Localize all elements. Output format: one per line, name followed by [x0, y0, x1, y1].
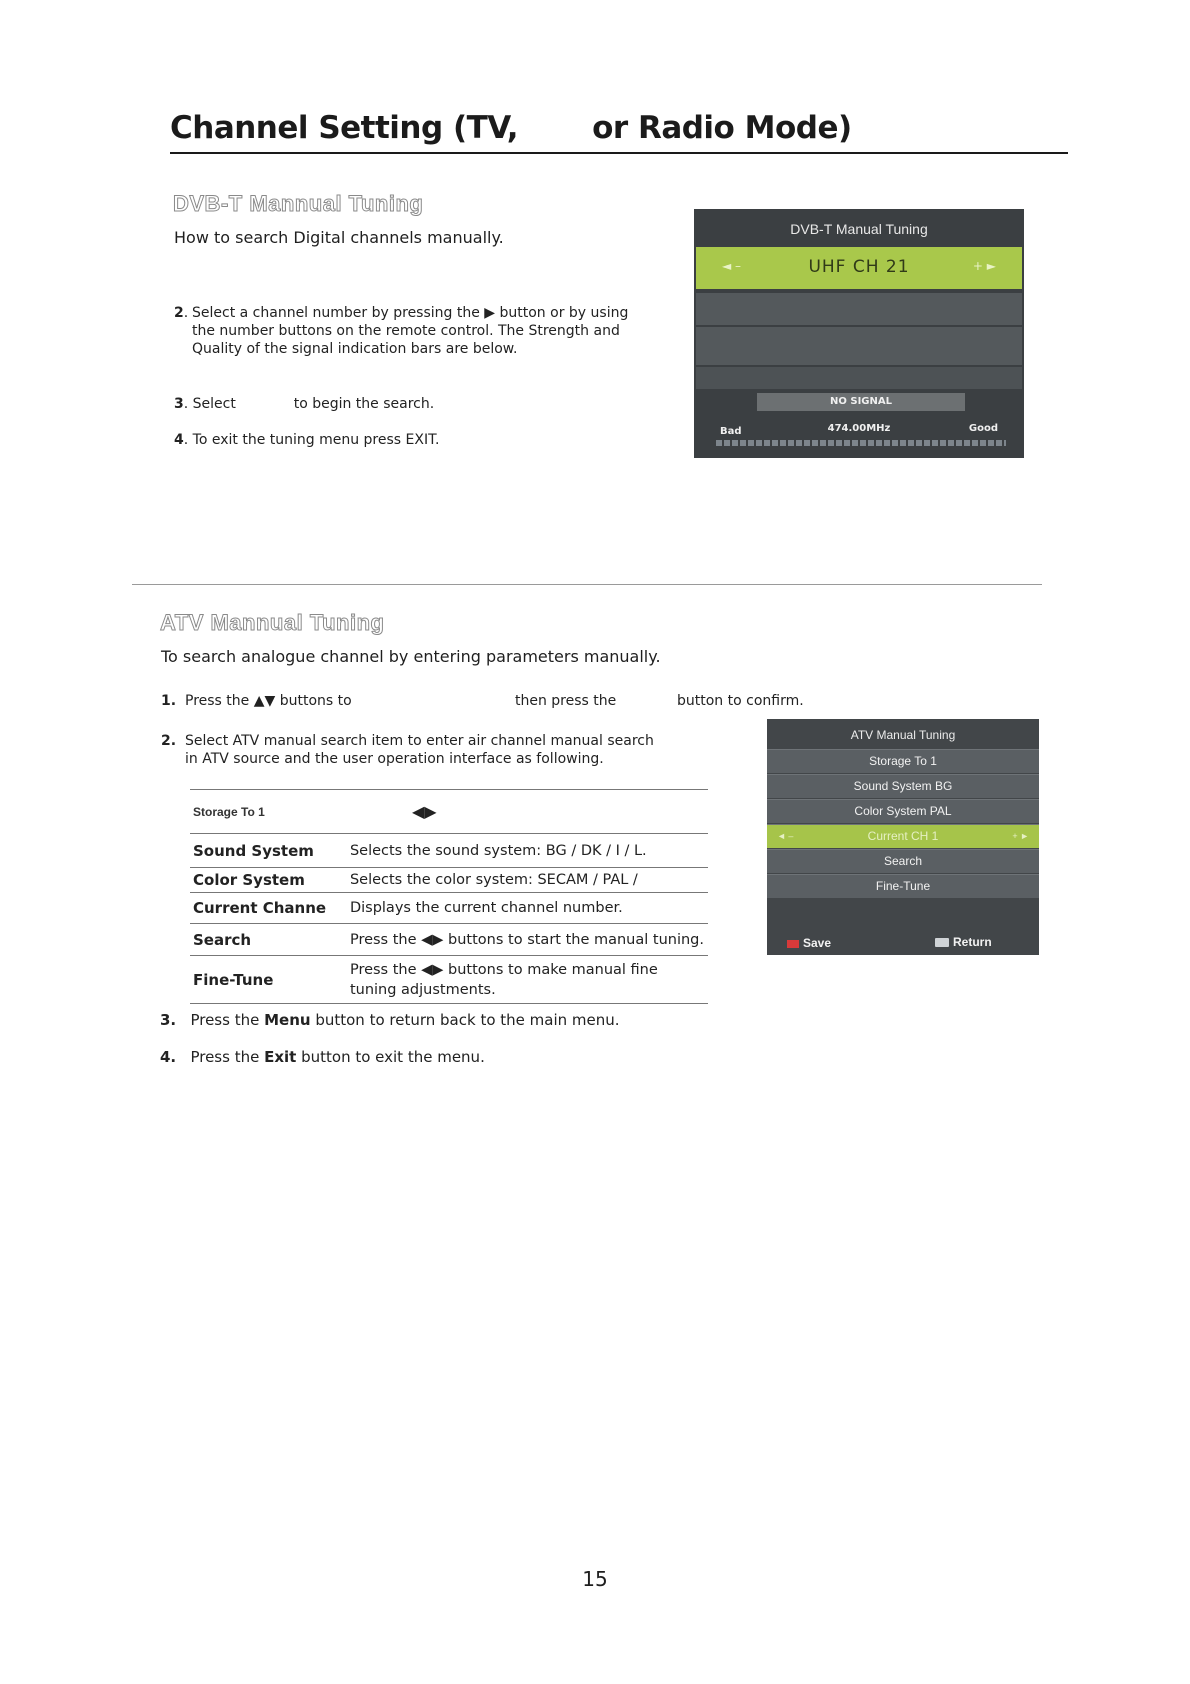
- atv-parameter-table: [190, 789, 708, 1004]
- table-row: [190, 924, 708, 956]
- page-title: [170, 110, 852, 146]
- step-number: 3: [174, 396, 184, 412]
- table-row: [190, 893, 708, 924]
- row-value: Press the ◀▶ buttons to start the manual tuning.: [349, 931, 704, 948]
- atv-heading: ATV Mannual Tuning: [160, 610, 385, 635]
- step-text-part1: Press the ▲▼ buttons to: [185, 693, 352, 709]
- arrow-right-icon: + ►: [1012, 831, 1029, 841]
- step-text: Select a channel number by pressing the ▶ button or by using the number buttons on the remote control. The Strength and Quality of the signal indication bars are below.: [192, 305, 629, 357]
- atv-intro: To search analogue channel by entering parameters manually.: [161, 647, 661, 666]
- title-rule: [170, 152, 1068, 154]
- table-row: [190, 834, 708, 868]
- row-key: Storage To 1: [193, 804, 265, 819]
- page-title-part1: Channel Setting (TV,: [170, 110, 519, 146]
- frequency-value: 474.00MHz: [827, 423, 891, 434]
- arrow-left-icon: ◄ –: [722, 259, 742, 273]
- exit-label: Exit: [264, 1048, 297, 1066]
- dvbt-intro: How to search Digital channels manually.: [174, 228, 504, 247]
- arrow-right-icon: + ►: [972, 259, 996, 273]
- menu-key-icon: [935, 938, 949, 947]
- row-value: Selects the color system: SECAM / PAL /: [349, 872, 638, 888]
- step-text-pre: Press the: [190, 1011, 265, 1029]
- save-hint: [787, 936, 831, 950]
- dvbt-heading: DVB-T Mannual Tuning: [173, 191, 424, 216]
- dvbt-step-3: 3. Select to begin the search.: [174, 396, 435, 412]
- step-number: 2.: [161, 733, 177, 749]
- table-row: [190, 868, 708, 893]
- step-number: 2: [174, 305, 184, 321]
- menu-label: Menu: [264, 1011, 311, 1029]
- atv-step-1: [161, 692, 821, 712]
- atv-step-4: [160, 1048, 485, 1066]
- row-value: Selects the sound system: BG / DK / I / L.: [349, 842, 647, 859]
- step-text: To exit the tuning menu press EXIT.: [192, 432, 440, 448]
- atv-step-3: [160, 1011, 620, 1029]
- row-key: Sound System: [193, 841, 314, 860]
- step-number: 3.: [160, 1011, 177, 1029]
- save-icon: [787, 940, 799, 948]
- row-value: Displays the current channel number.: [349, 900, 623, 916]
- step-text-line2: in ATV source and the user operation interface as following.: [185, 751, 604, 767]
- step-number: 1.: [161, 693, 177, 709]
- row-value: ◀▶: [411, 802, 437, 821]
- good-label: Good: [968, 423, 998, 434]
- row-value: Press the ◀▶ buttons to make manual fine tuning adjustments.: [349, 961, 658, 998]
- menu-item-color-system: Color System PAL: [767, 799, 1039, 823]
- step-text-pre: Press the: [190, 1048, 265, 1066]
- atv-step-2: [161, 732, 681, 768]
- section-divider: [132, 584, 1042, 585]
- row-key: Current Channe: [193, 899, 327, 917]
- dvbt-tuning-screen: [694, 209, 1024, 458]
- arrow-left-icon: ◄ –: [777, 831, 794, 841]
- return-label: Return: [953, 935, 992, 949]
- bad-label: Bad: [720, 426, 742, 437]
- screen-band: [696, 367, 1022, 389]
- save-label: Save: [803, 936, 832, 950]
- dvbt-step-2: 2. Select a channel number by pressing the ▶ button or by using the number buttons on the remote control. The Strength and Quality of the signal indication bars are below.: [174, 304, 654, 358]
- step-text-line1: Select ATV manual search item to enter air channel manual search: [185, 733, 654, 749]
- page-title-part2: or Radio Mode): [592, 110, 852, 146]
- screen-band: [696, 293, 1022, 325]
- step-text-part2: then press the: [515, 693, 617, 709]
- table-row: [190, 790, 708, 834]
- channel-selector: [696, 247, 1022, 289]
- table-row: [190, 956, 708, 1004]
- step-text-part3: button to confirm.: [677, 693, 804, 709]
- signal-meter: [716, 440, 1006, 446]
- screen-title: ATV Manual Tuning: [850, 728, 956, 742]
- step-text-post: button to exit the menu.: [296, 1048, 485, 1066]
- channel-value: UHF CH 21: [808, 257, 910, 277]
- row-key: Search: [193, 930, 252, 949]
- step-number: 4.: [160, 1048, 177, 1066]
- step-number: 4: [174, 432, 184, 448]
- screen-band: [696, 327, 1022, 365]
- row-key: Color System: [193, 871, 305, 889]
- step-text: Select to begin the search.: [192, 396, 435, 412]
- row-key: Fine-Tune: [193, 970, 274, 989]
- signal-status: NO SIGNAL: [757, 393, 965, 411]
- menu-item-storage: Storage To 1: [767, 749, 1039, 773]
- menu-item-search: Search: [767, 849, 1039, 873]
- atv-tuning-screen: [767, 719, 1039, 955]
- menu-item-sound-system: Sound System BG: [767, 774, 1039, 798]
- return-hint: [935, 935, 992, 949]
- menu-item-label: Current CH 1: [867, 829, 939, 843]
- page-number: 15: [582, 1567, 608, 1591]
- menu-item-fine-tune: Fine-Tune: [767, 874, 1039, 898]
- screen-title: DVB-T Manual Tuning: [790, 221, 928, 237]
- dvbt-step-4: 4. To exit the tuning menu press EXIT.: [174, 432, 440, 448]
- step-text-post: button to return back to the main menu.: [310, 1011, 620, 1029]
- menu-item-current-channel: [767, 824, 1039, 848]
